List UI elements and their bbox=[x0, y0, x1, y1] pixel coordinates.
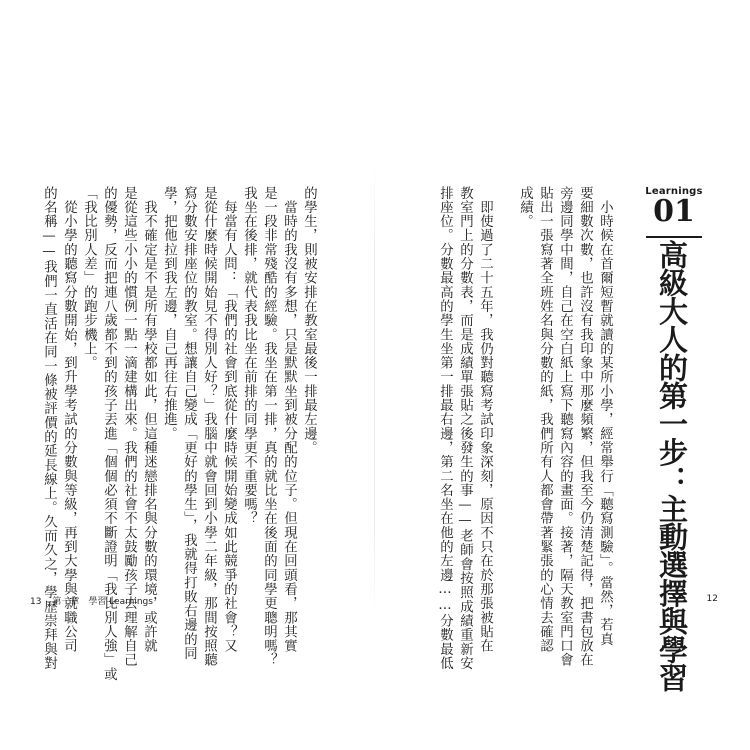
text-column: 學，把他拉到我左邊，自己再往右推進。 bbox=[161, 186, 177, 441]
text-column: 小時候在首爾短暫就讀的某所小學，經常舉行「聽寫測驗」。當然，若真 bbox=[597, 186, 613, 647]
text-column: 要細數次數，也許沒有我印象中那麼頻繁，但我至今仍清楚記得，把書包放在 bbox=[577, 186, 593, 668]
book-gutter bbox=[374, 160, 375, 620]
text-column: 我不確定是不是所有學校都如此，但這種迷戀排名與分數的環境，或許就 bbox=[141, 186, 157, 653]
text-column: 寫分數安排座位的教室。想讓自己變成「更好的學生」，我就得打敗右邊的同 bbox=[181, 186, 197, 661]
text-column: 「我比別人差」的跑步機上。 bbox=[81, 186, 97, 370]
right-page-footer bbox=[707, 594, 718, 604]
text-column: 排座位。分數最高的學生坐第一排最右邊，第二名坐在他的左邊……分數最低 bbox=[437, 186, 453, 671]
running-head: 第一章 學習 Learnings bbox=[52, 597, 153, 607]
text-column: 從小學的聽寫分數開始，到升學考試的分數與等級，再到大學與就職公司 bbox=[61, 186, 77, 653]
text-column: 的優勢，反而把連八歲都不到的孩子丟進「個個必須不斷證明「我比別人強」或 bbox=[101, 186, 117, 682]
text-column: 即使過了二十五年，我仍對聽寫考試印象深刻，原因不只在於那張被貼在 bbox=[477, 186, 493, 653]
text-column: 成績。 bbox=[517, 186, 533, 229]
chapter-label: Learnings bbox=[645, 186, 703, 197]
text-column: 的名稱——我們一直活在同一條被評價的延長線上。久而久之，學歷崇拜與對 bbox=[41, 186, 57, 671]
text-column: 貼出一張寫著全班姓名與分數的紙，我們所有人都會帶著緊張的心情去確認 bbox=[537, 186, 553, 653]
page-number: 12 bbox=[706, 594, 718, 604]
text-column: 的學生，則被安排在教室最後一排最左邊。 bbox=[301, 186, 317, 455]
chapter-title: 高級大人的第一步：主動選擇與學習 bbox=[655, 240, 689, 692]
text-column: 是一段非常殘酷的經驗。我坐在第一排，真的就比坐在後面的同學更聰明嗎？ bbox=[261, 186, 277, 668]
text-column: 當時的我沒有多想，只是默默坐到被分配的位子。但現在回頭看，那其實 bbox=[281, 186, 297, 653]
chapter-number: 01 bbox=[653, 194, 695, 229]
text-column: 每當有人問：「我們的社會到底從什麼時候開始變成如此競爭的社會？又 bbox=[221, 186, 237, 653]
chapter-rule bbox=[646, 236, 702, 238]
text-column: 是從什麼時候開始見不得別人好？」我腦中就會回到小學二年級，那間按照聽 bbox=[201, 186, 217, 668]
left-page-footer bbox=[30, 594, 153, 607]
page-number: 13 bbox=[30, 597, 42, 607]
text-column: 是從這些小小的慣例一點一滴建構出來。我們的社會不太鼓勵孩子去理解自己 bbox=[121, 186, 137, 668]
text-column: 教室門上的分數表，而是成績單張貼之後發生的事——老師會按照成績重新安 bbox=[457, 186, 473, 671]
text-column: 旁邊同學中間，自己在空白紙上寫下聽寫內容的畫面。接著，隔天教室門口會 bbox=[557, 186, 573, 668]
text-column: 我坐在後排，就代表我比坐在前排的同學更不重要嗎？ bbox=[241, 186, 257, 526]
